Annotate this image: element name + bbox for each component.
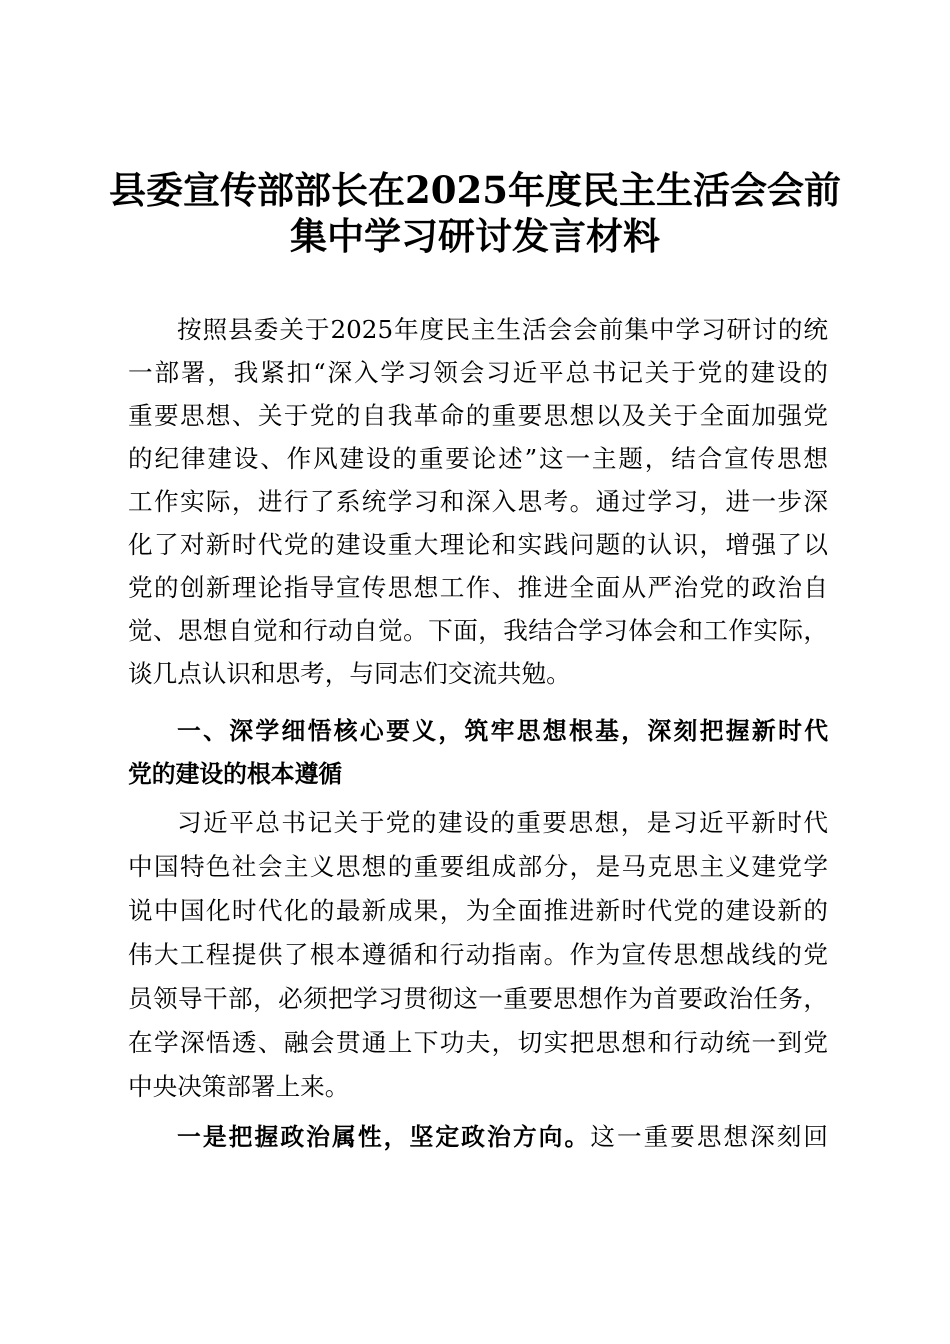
section-body-line: 在学深悟透、融会贯通上下功夫，切实把思想和行动统一到党 [128, 1028, 828, 1057]
document-title-line-2: 集中学习研讨发言材料 [290, 214, 660, 258]
intro-paragraph-line: 工作实际，进行了系统学习和深入思考。通过学习，进一步深 [128, 487, 828, 516]
section-body-line: 习近平总书记关于党的建设的重要思想，是习近平新时代 [177, 808, 828, 837]
intro-paragraph-line: 觉、思想自觉和行动自觉。下面，我结合学习体会和工作实际， [128, 616, 828, 645]
section-body-line: 员领导干部，必须把学习贯彻这一重要思想作为首要政治任务， [128, 984, 828, 1013]
point-one-bold-lead: 一是把握政治属性，坚定政治方向。 [177, 1123, 591, 1151]
section-body-line: 说中国化时代化的最新成果，为全面推进新时代党的建设新的 [128, 896, 828, 925]
intro-paragraph-line: 重要思想、关于党的自我革命的重要思想以及关于全面加强党 [128, 401, 828, 430]
section-body-line: 中国特色社会主义思想的重要组成部分，是马克思主义建党学 [128, 852, 828, 881]
intro-paragraph-line: 按照县委关于2025年度民主生活会会前集中学习研讨的统 [177, 315, 828, 344]
intro-paragraph-line: 一部署，我紧扣“深入学习领会习近平总书记关于党的建设的 [128, 358, 828, 387]
intro-paragraph-line: 党的创新理论指导宣传思想工作、推进全面从严治党的政治自 [128, 573, 828, 602]
section-body-line: 伟大工程提供了根本遵循和行动指南。作为宣传思想战线的党 [128, 940, 828, 969]
intro-paragraph-line: 的纪律建设、作风建设的重要论述”这一主题，结合宣传思想 [128, 444, 828, 473]
section-heading-line: 一、深学细悟核心要义，筑牢思想根基，深刻把握新时代 [177, 717, 828, 745]
intro-paragraph-line: 化了对新时代党的建设重大理论和实践问题的认识，增强了以 [128, 530, 828, 559]
section-body-line: 中央决策部署上来。 [128, 1072, 350, 1101]
point-one-text: 这一重要思想深刻回 [590, 1122, 828, 1151]
point-one-line [177, 1115, 828, 1158]
intro-paragraph-line: 谈几点认识和思考，与同志们交流共勉。 [128, 659, 571, 688]
section-heading-line: 党的建设的根本遵循 [128, 760, 343, 788]
document-title-line-1: 县委宣传部部长在2025年度民主生活会会前 [109, 168, 841, 212]
